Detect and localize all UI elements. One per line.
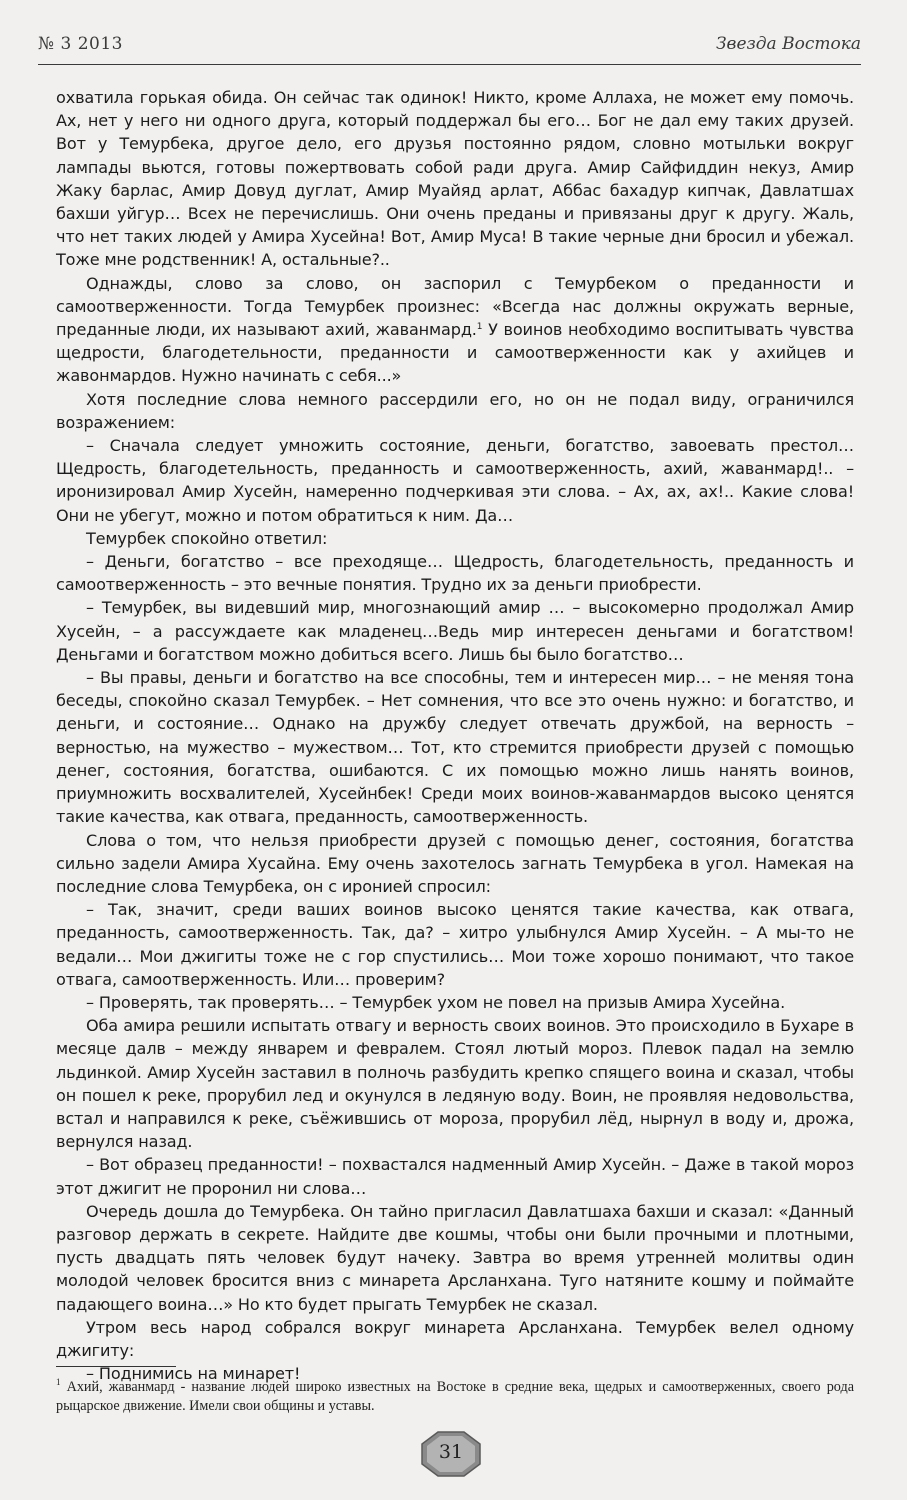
paragraph: Хотя последние слова немного рассердили его, но он не подал виду, ограничился возражением: — [56, 389, 854, 432]
paragraph-text-continued: У воинов необходимо воспитывать чувства щедрости, благодетельности, преданности и самоотверженности как у ахийцев и жавонмардов. Нужно начинать с себя...» — [56, 320, 854, 386]
paragraph: – Темурбек, вы видевший мир, многознающий амир … – высокомерно продолжал Амир Хусейн, – а рассуждаете как младенец…Ведь мир интересен деньгами и богатством! Деньгами и богатством можно добиться всего. Лишь бы было богатство… — [56, 598, 854, 664]
paragraph: – Вот образец преданности! – похвастался надменный Амир Хусейн. – Даже в такой мороз этот джигит не проронил ни слова… — [56, 1155, 854, 1198]
paragraph: – Вы правы, деньги и богатство на все способны, тем и интересен мир… – не меняя тона беседы, спокойно сказал Темурбек. – Нет сомнения, что все это очень нужно: и богатство, и деньги, и состояние… Однако на дружбу следует отвечать дружбой, на верность – верностью, на мужество – мужеством… Тот, кто стремится приобрести друзей с помощью денег, состояния, богатства, ошибаются. С их помощью можно лишь нанять воинов, приумножить восхвалителей, Хусейнбек! Среди моих воинов-жаванмардов высоко ценятся такие качества, как отвага, преданность, самоотверженность. — [56, 668, 854, 827]
paragraph-text: Однажды, слово за слово, он заспорил с Темурбеком о преданности и самоотверженности. Тогда Темурбек произнес: «Всегда нас должны окружать верные, преданные люди, их называют ахий, жаванмард. — [56, 273, 854, 340]
paragraph: – Так, значит, среди ваших воинов высоко ценятся такие качества, как отвага, преданность, самоотверженность. Так, да? – хитро улыбнулся Амир Хусейн. – А мы-то не ведали… Мои джигиты тоже не с гор спустились… Мои тоже хорошо понимают, что такое отвага, самоотверженность. Или… проверим? — [56, 900, 854, 989]
paragraph: – Поднимись на минарет! — [86, 1364, 301, 1384]
article-body — [56, 86, 854, 1385]
footnote-reference[interactable]: 1 — [476, 322, 483, 333]
paragraph: Утром весь народ собрался вокруг минарета Арсланхана. Темурбек велел одному джигиту: — [56, 1317, 854, 1360]
footnote-divider — [56, 1366, 176, 1367]
paragraph: Темурбек спокойно ответил: — [86, 528, 328, 548]
running-header — [38, 30, 861, 65]
footnote — [56, 1378, 854, 1416]
paragraph: Оба амира решили испытать отвагу и верность своих воинов. Это происходило в Бухаре в месяце далв – между январем и февралем. Стоял лютый мороз. Плевок падал на землю льдинкой. Амир Хусейн заставил в полночь разбудить крепко спящего воина и сказал, чтобы он пошел к реке, прорубил лед и окунулся в ледяную воду. Воин, не проявляя недовольства, встал и направился к реке, съёжившись от мороза, прорубил лёд, нырнул в воду и, дрожа, вернулся назад. — [56, 1016, 854, 1152]
issue-number: № 3 2013 — [38, 34, 123, 54]
footnote-marker: 1 — [56, 1377, 61, 1387]
paragraph: охватила горькая обида. Он сейчас так одинок! Никто, кроме Аллаха, не может ему помочь. Ах, нет у него ни одного друга, который поддержал бы его… Бог не дал ему таких друзей. Вот у Темурбека, другое дело, его друзья постоянно рядом, словно мотыльки вокруг лампады вьются, готовы пожертвовать собой ради друга. Амир Сайфиддин некуз, Амир Жаку барлас, Амир Довуд дуглат, Амир Муайяд арлат, Аббас бахадур кипчак, Давлатшах бахши уйгур… Всех не перечислишь. Они очень преданы и привязаны друг к другу. Жаль, что нет таких людей у Амира Хусейна! Вот, Амир Муса! В такие черные дни бросил и убежал. Тоже мне родственник! А, остальные?.. — [56, 88, 854, 270]
paragraph: Очередь дошла до Темурбека. Он тайно пригласил Давлатшаха бахши и сказал: «Данный разговор держать в секрете. Найдите две кошмы, чтобы они были прочными и плотными, пусть двадцать пять человек будут начеку. Завтра во время утренней молитвы один молодой человек бросится вниз с минарета Арсланхана. Туго натяните кошму и поймайте падающего воина…» Но кто будет прыгать Темурбек не сказал. — [56, 1201, 854, 1314]
footnote-text: Ахий, жаванмард - название людей широко известных на Востоке в средние века, щедрых и самоотверженных, своего рода рыцарское движение. Имели свои общины и уставы. — [56, 1379, 854, 1414]
paragraph-with-footnote — [56, 272, 854, 388]
paragraph: – Сначала следует умножить состояние, деньги, богатство, завоевать престол… Щедрость, благодетельность, преданность и самоотверженность, ахий, жаванмард!.. – иронизировал Амир Хусейн, намеренно подчеркивая эти слова. – Ах, ах, ах!.. Какие слова! Они не убегут, можно и потом обратиться к ним. Да… — [56, 436, 854, 525]
journal-title: Звезда Востока — [715, 34, 861, 54]
paragraph: – Проверять, так проверять… – Темурбек ухом не повел на призыв Амира Хусейна. — [86, 992, 786, 1012]
page-number-badge — [420, 1430, 482, 1478]
paragraph: – Деньги, богатство – все преходяще… Щедрость, благодетельность, преданность и самоотверженность – это вечные понятия. Трудно их за деньги приобрести. — [56, 552, 854, 595]
paragraph: Слова о том, что нельзя приобрести друзей с помощью денег, состояния, богатства сильно задели Амира Хусайна. Ему очень захотелось загнать Темурбека в угол. Намекая на последние слова Темурбека, он с иронией спросил: — [56, 830, 854, 896]
page-number: 31 — [438, 1441, 464, 1463]
